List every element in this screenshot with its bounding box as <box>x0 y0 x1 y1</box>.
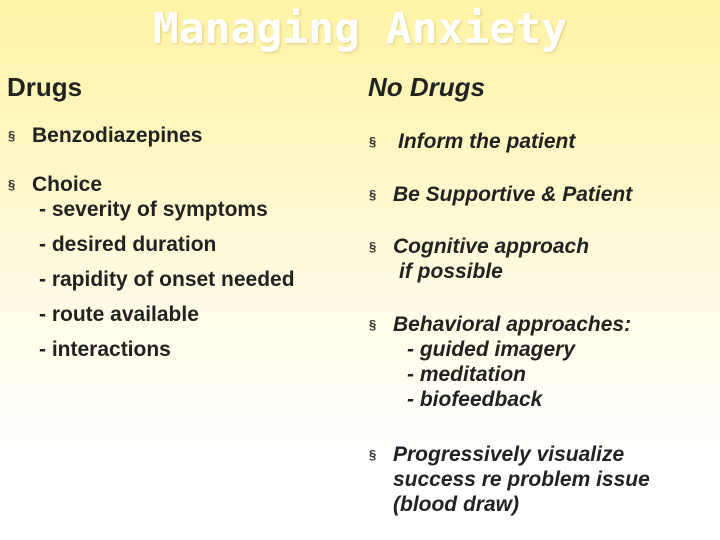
bullet-icon: § <box>369 187 377 202</box>
bullet-text: Inform the patient <box>398 130 576 153</box>
bullet-icon: § <box>369 134 377 149</box>
choice-sublist <box>7 192 347 367</box>
sub-item-interactions: - interactions <box>39 338 171 361</box>
bullet-text: Be Supportive & Patient <box>393 183 633 206</box>
bullet-text-line: Progressively visualize <box>393 443 625 466</box>
bullet-icon: § <box>8 128 16 143</box>
bullet-text: Benzodiazepines <box>32 124 203 147</box>
no-drugs-heading: No Drugs <box>368 72 485 102</box>
sub-item-severity: - severity of symptoms <box>39 198 268 221</box>
bullet-text-line: Cognitive approach <box>393 235 590 258</box>
slide-title: Managing Anxiety <box>152 4 568 54</box>
bullet-text-line: Behavioral approaches: <box>393 313 632 336</box>
bullet-text-line: if possible <box>399 260 503 283</box>
left-bullet-benzodiazepines <box>7 123 347 148</box>
bullet-text: Choice <box>32 173 103 196</box>
drugs-heading: Drugs <box>7 72 83 102</box>
right-bullet-cognitive <box>368 234 713 284</box>
behavioral-sub-imagery: - guided imagery <box>407 338 576 361</box>
bullet-text-line: success re problem issue <box>393 468 650 491</box>
bullet-icon: § <box>369 317 377 332</box>
right-bullet-supportive <box>368 182 713 207</box>
sub-item-route: - route available <box>39 303 199 326</box>
sub-item-duration: - desired duration <box>39 233 217 256</box>
sub-item-rapidity: - rapidity of onset needed <box>39 268 295 291</box>
bullet-icon: § <box>369 447 377 462</box>
right-bullet-visualize <box>368 442 713 517</box>
left-bullet-choice <box>7 172 347 367</box>
right-bullet-behavioral <box>368 312 713 412</box>
behavioral-sub-biofeedback: - biofeedback <box>407 388 543 411</box>
behavioral-sub-meditation: - meditation <box>407 363 526 386</box>
bullet-text-line: (blood draw) <box>393 493 519 516</box>
bullet-icon: § <box>369 239 377 254</box>
right-bullet-inform <box>368 129 713 154</box>
bullet-icon: § <box>8 177 16 192</box>
